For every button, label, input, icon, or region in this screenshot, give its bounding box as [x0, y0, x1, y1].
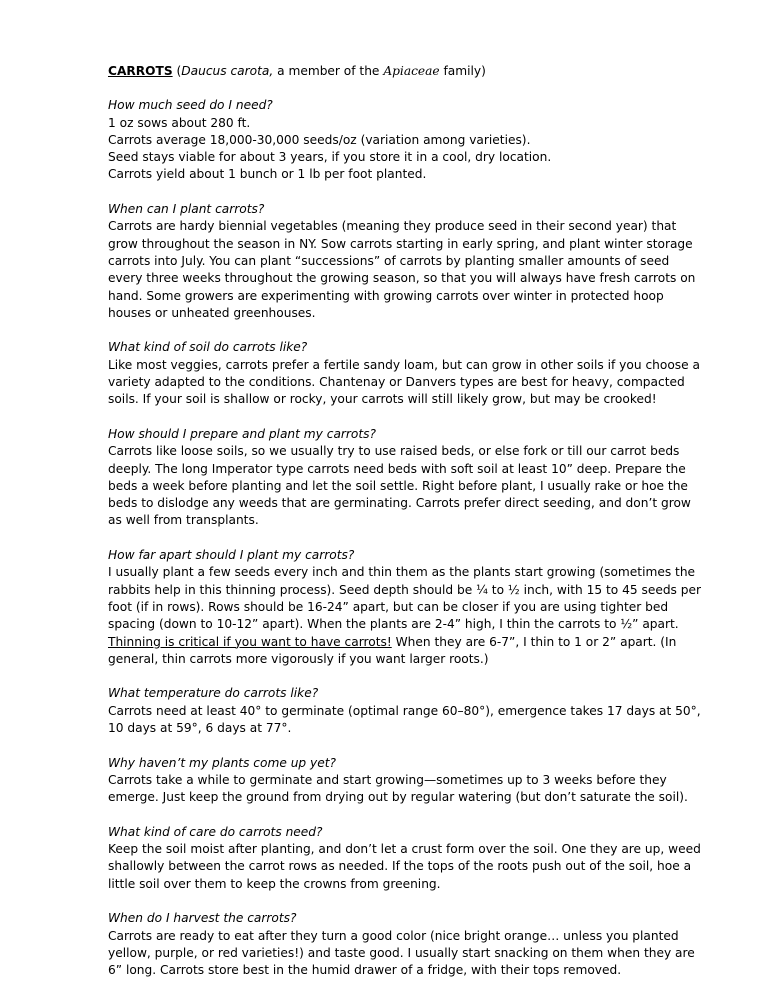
question-care: What kind of care do carrots need? [108, 824, 323, 839]
answer-soil: Like most veggies, carrots prefer a fertile sandy loam, but can grow in other soils if you choose a variety adapted to the conditions. Chantenay or Danvers types are best for heavy, compacted soils. If your soil is shallow or rocky, your carrots will still likely grow, but may be crooked! [108, 357, 700, 407]
answer-when: Carrots are hardy biennial vegetables (meaning they produce seed in their second year) that grow throughout the season in NY. Sow carrots starting in early spring, and plant winter storage carrots into July. You can plant “successions” of carrots by planting smaller amounts of seed every three weeks throughout the growing season, so that you will always have fresh carrots on hand. Some growers are experimenting with growing carrots over winter in protected hoop houses or unheated greenhouses. [108, 219, 696, 320]
question-harvest: When do I harvest the carrots? [108, 911, 297, 926]
seed-line-1: 1 oz sows about 280 ft. [108, 115, 251, 130]
section-care [108, 824, 704, 893]
seed-line-4: Carrots yield about 1 bunch or 1 lb per foot planted. [108, 167, 427, 182]
section-apart [108, 547, 704, 668]
answer-why: Carrots take a while to germinate and start growing—sometimes up to 3 weeks before they emerge. Just keep the ground from drying out by regular watering (but don’t saturate the soil). [108, 772, 688, 805]
section-why [108, 755, 704, 807]
question-prepare: How should I prepare and plant my carrots? [108, 426, 376, 441]
answer-apart-part-1: I usually plant a few seeds every inch and thin them as the plants start growing (sometimes the rabbits help in this thinning process). Seed depth should be ¼ to ½ inch, with 15 to 45 seeds per foot (if in rows). Rows should be 16-24” apart, but can be closer if you are using tighter bed spacing (down to 10-12” apart). When the plants are 2-4” high, I thin the carrots to ½” apart. [108, 565, 702, 632]
question-apart: How far apart should I plant my carrots? [108, 548, 355, 563]
title-species: Daucus carota, [181, 64, 274, 78]
thinning-emphasis: Thinning is critical if you want to have carrots! [108, 634, 392, 649]
answer-harvest: Carrots are ready to eat after they turn a good color (nice bright orange… unless you planted yellow, purple, or red varieties!) and taste good. I usually start snacking on them when they are 6” long. Carrots store best in the humid drawer of a fridge, with their tops removed. [108, 928, 695, 978]
document-title [108, 63, 704, 80]
question-why: Why haven’t my plants come up yet? [108, 755, 336, 770]
question-when: When can I plant carrots? [108, 202, 265, 217]
section-harvest [108, 910, 704, 979]
document-page [108, 63, 704, 997]
section-prepare [108, 426, 704, 530]
title-main: CARROTS [108, 64, 173, 78]
answer-apart-part-2: When they are 6-7”, I thin to 1 or 2” apart. (In general, thin carrots more vigorously if you want larger roots.) [108, 634, 677, 666]
title-paren-open: ( [172, 64, 182, 78]
section-when [108, 201, 704, 322]
seed-line-2: Carrots average 18,000-30,000 seeds/oz (variation among varieties). [108, 132, 531, 147]
question-seed: How much seed do I need? [108, 98, 273, 113]
answer-prepare: Carrots like loose soils, so we usually try to use raised beds, or else fork or till our carrot beds deeply. The long Imperator type carrots need beds with soft soil at least 10” deep. Prepare the beds a week before planting and let the soil settle. Right before plant, I usually rake or hoe the beds to dislodge any weeds that are germinating. Carrots prefer direct seeding, and don’t grow as well from transplants. [108, 444, 691, 528]
title-mid: a member of the [273, 64, 384, 78]
answer-temperature: Carrots need at least 40° to germinate (optimal range 60–80°), emergence takes 17 days at 50°, 10 days at 59°, 6 days at 77°. [108, 703, 701, 735]
question-temperature: What temperature do carrots like? [108, 686, 319, 701]
answer-apart [108, 564, 704, 668]
answer-care: Keep the soil moist after planting, and don’t let a crust form over the soil. One they are up, weed shallowly between the carrot rows as needed. If the tops of the roots push out of the soil, hoe a little soil over them to keep the crowns from greening. [108, 842, 701, 891]
section-seed [108, 97, 704, 183]
question-soil: What kind of soil do carrots like? [108, 340, 308, 355]
section-temperature [108, 685, 704, 737]
title-family: Apiaceae [383, 64, 440, 78]
section-soil [108, 339, 704, 408]
seed-line-3: Seed stays viable for about 3 years, if you store it in a cool, dry location. [108, 150, 552, 165]
title-end: family) [439, 64, 486, 78]
